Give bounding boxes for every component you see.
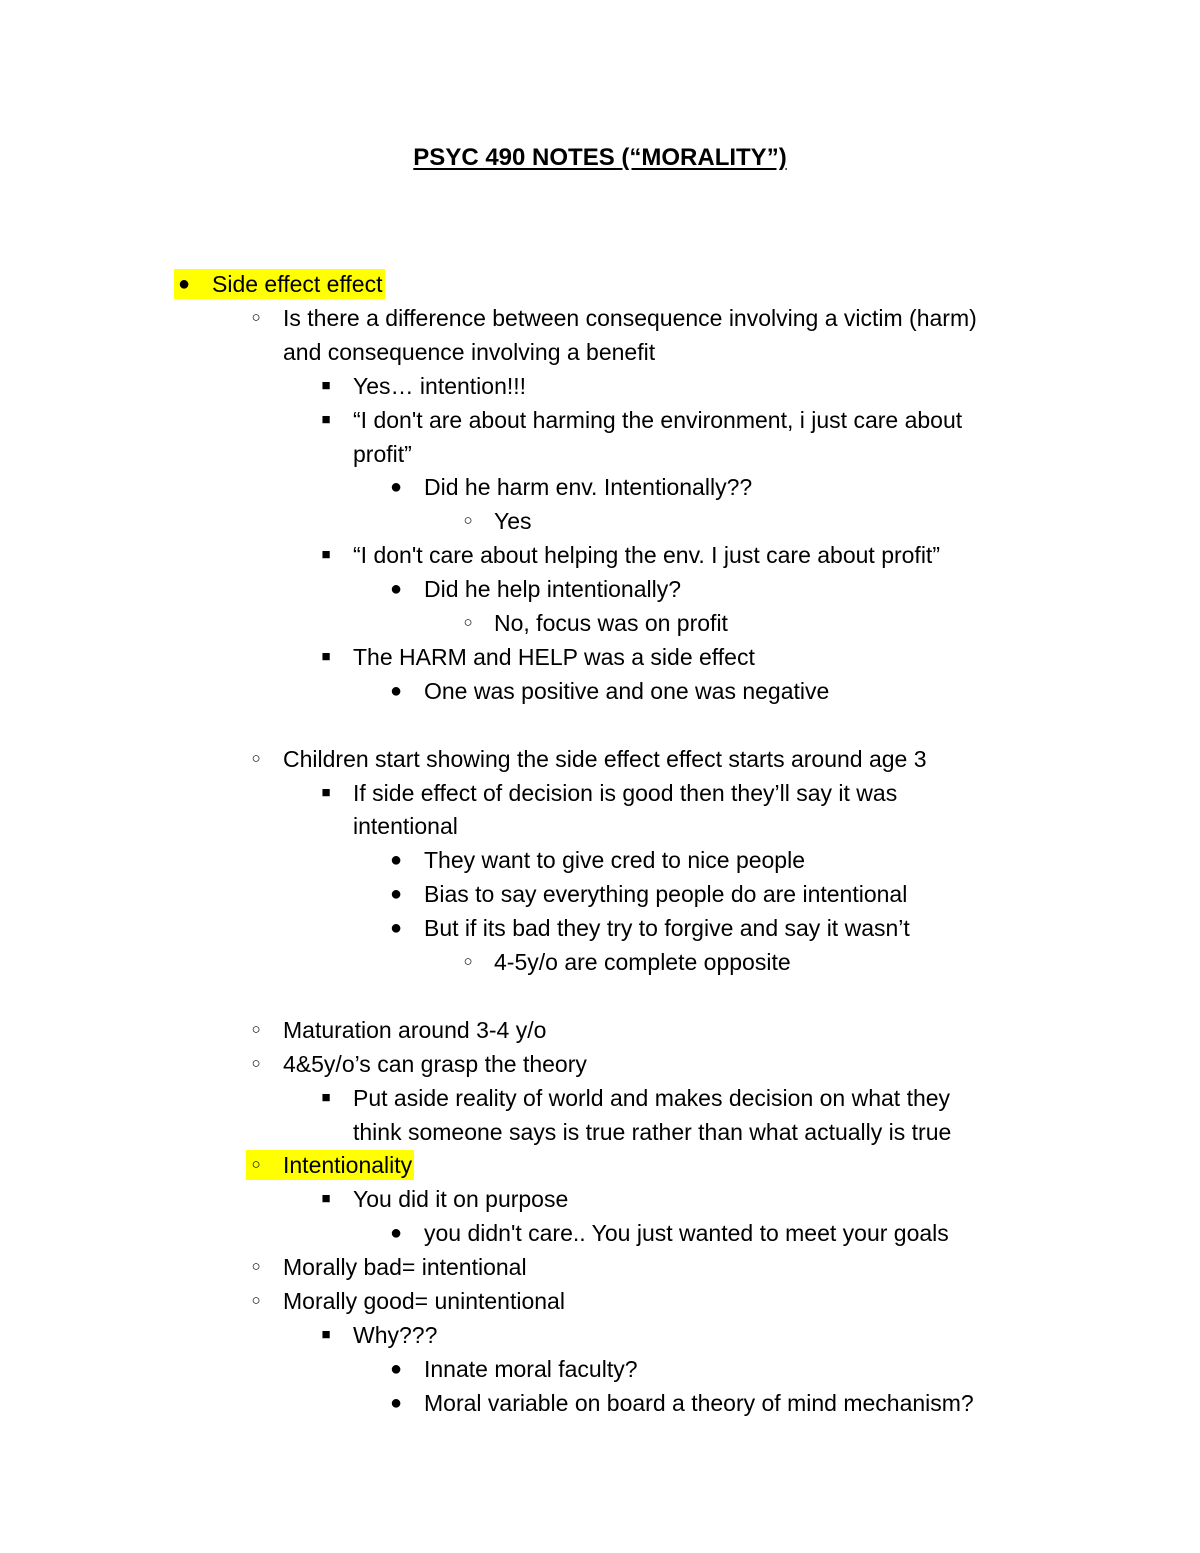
note-line bbox=[0, 1013, 1200, 1047]
note-text: If side effect of decision is good then they’ll say it was bbox=[353, 779, 898, 806]
note-line bbox=[0, 809, 1200, 843]
note-line bbox=[0, 267, 1200, 301]
note-text: “I don't care about helping the env. I just care about profit” bbox=[353, 542, 940, 569]
note-text: Side effect effect bbox=[212, 271, 383, 297]
square-bullet-icon: ■ bbox=[321, 1088, 331, 1106]
note-line bbox=[0, 606, 1200, 640]
note-text: Did he harm env. Intentionally?? bbox=[424, 474, 753, 501]
note-text: They want to give cred to nice people bbox=[424, 847, 806, 874]
disc-bullet-icon: ● bbox=[389, 679, 403, 702]
note-line bbox=[0, 911, 1200, 945]
disc-bullet-icon: ● bbox=[177, 273, 191, 295]
disc-bullet-icon: ● bbox=[389, 1357, 403, 1380]
note-text: Why??? bbox=[353, 1321, 438, 1348]
note-line bbox=[0, 877, 1200, 911]
disc-bullet-icon: ● bbox=[389, 883, 403, 906]
note-line bbox=[0, 369, 1200, 403]
circle-bullet-icon: ○ bbox=[463, 512, 473, 530]
circle-bullet-icon: ○ bbox=[251, 1292, 261, 1309]
square-bullet-icon: ■ bbox=[321, 783, 331, 801]
circle-bullet-icon: ○ bbox=[463, 614, 473, 631]
note-text: think someone says is true rather than what actually is true bbox=[353, 1118, 952, 1145]
note-line bbox=[0, 1216, 1200, 1250]
note-text: Moral variable on board a theory of mind mechanism? bbox=[424, 1389, 974, 1416]
note-text: Is there a difference between consequence involving a victim (harm) bbox=[283, 304, 977, 331]
note-text: profit” bbox=[353, 440, 412, 467]
note-line bbox=[0, 1182, 1200, 1216]
circle-bullet-icon: ○ bbox=[251, 1020, 261, 1038]
circle-bullet-icon: ○ bbox=[463, 953, 473, 970]
note-text: Children start showing the side effect effect starts around age 3 bbox=[283, 745, 927, 772]
disc-bullet-icon: ● bbox=[389, 578, 403, 601]
note-text: “I don't are about harming the environment, i just care about bbox=[353, 406, 963, 433]
note-text: One was positive and one was negative bbox=[424, 677, 830, 704]
square-bullet-icon: ■ bbox=[321, 376, 331, 394]
disc-bullet-icon: ● bbox=[389, 917, 403, 940]
note-line bbox=[0, 1081, 1200, 1115]
note-line bbox=[0, 1148, 1200, 1182]
note-line bbox=[0, 1284, 1200, 1318]
note-line bbox=[0, 437, 1200, 471]
note-text: You did it on purpose bbox=[353, 1186, 569, 1213]
note-text: and consequence involving a benefit bbox=[283, 338, 656, 365]
note-text: Put aside reality of world and makes decision on what they bbox=[353, 1084, 951, 1111]
note-text: Maturation around 3-4 y/o bbox=[283, 1016, 547, 1043]
note-line bbox=[0, 776, 1200, 810]
circle-bullet-icon: ○ bbox=[251, 1156, 261, 1174]
note-text: you didn't care.. You just wanted to meet your goals bbox=[424, 1220, 949, 1247]
note-text: 4&5y/o’s can grasp the theory bbox=[283, 1050, 587, 1077]
note-text: 4-5y/o are complete opposite bbox=[494, 949, 791, 975]
note-text: Did he help intentionally? bbox=[424, 576, 682, 603]
note-text: Morally bad= intentional bbox=[283, 1254, 527, 1281]
note-line bbox=[0, 1318, 1200, 1352]
note-line bbox=[0, 742, 1200, 776]
note-text: The HARM and HELP was a side effect bbox=[353, 643, 755, 670]
note-text: intentional bbox=[353, 813, 458, 840]
note-line bbox=[0, 470, 1200, 504]
note-line bbox=[0, 1352, 1200, 1386]
circle-bullet-icon: ○ bbox=[251, 1258, 261, 1276]
note-text: Bias to say everything people do are intentional bbox=[424, 881, 908, 908]
note-line bbox=[0, 335, 1200, 369]
disc-bullet-icon: ● bbox=[389, 476, 403, 499]
page-title: PSYC 490 NOTES (“MORALITY”) bbox=[413, 144, 787, 171]
note-line bbox=[0, 640, 1200, 674]
note-line bbox=[0, 301, 1200, 335]
note-line bbox=[0, 945, 1200, 979]
circle-bullet-icon: ○ bbox=[251, 749, 261, 767]
note-text: Innate moral faculty? bbox=[424, 1355, 638, 1382]
disc-bullet-icon: ● bbox=[389, 849, 403, 872]
note-text: Morally good= unintentional bbox=[283, 1288, 565, 1314]
note-line bbox=[0, 504, 1200, 538]
note-text: But if its bad they try to forgive and say it wasn’t bbox=[424, 915, 910, 942]
disc-bullet-icon: ● bbox=[389, 1222, 403, 1245]
note-line bbox=[0, 1250, 1200, 1284]
note-text: Yes bbox=[494, 508, 532, 535]
disc-bullet-icon: ● bbox=[389, 1391, 403, 1414]
note-line bbox=[0, 843, 1200, 877]
note-line bbox=[0, 403, 1200, 437]
note-text: No, focus was on profit bbox=[494, 610, 728, 636]
note-line bbox=[0, 1386, 1200, 1420]
square-bullet-icon: ■ bbox=[321, 410, 331, 428]
note-line bbox=[0, 538, 1200, 572]
note-line bbox=[0, 572, 1200, 606]
square-bullet-icon: ■ bbox=[321, 1325, 331, 1343]
square-bullet-icon: ■ bbox=[321, 1190, 331, 1208]
note-line bbox=[0, 674, 1200, 708]
note-line bbox=[0, 1115, 1200, 1149]
note-text: Intentionality bbox=[283, 1152, 413, 1179]
note-text: Yes… intention!!! bbox=[353, 372, 527, 399]
square-bullet-icon: ■ bbox=[321, 546, 331, 564]
square-bullet-icon: ■ bbox=[321, 647, 331, 665]
circle-bullet-icon: ○ bbox=[251, 1054, 261, 1072]
circle-bullet-icon: ○ bbox=[251, 308, 261, 326]
note-line bbox=[0, 1047, 1200, 1081]
